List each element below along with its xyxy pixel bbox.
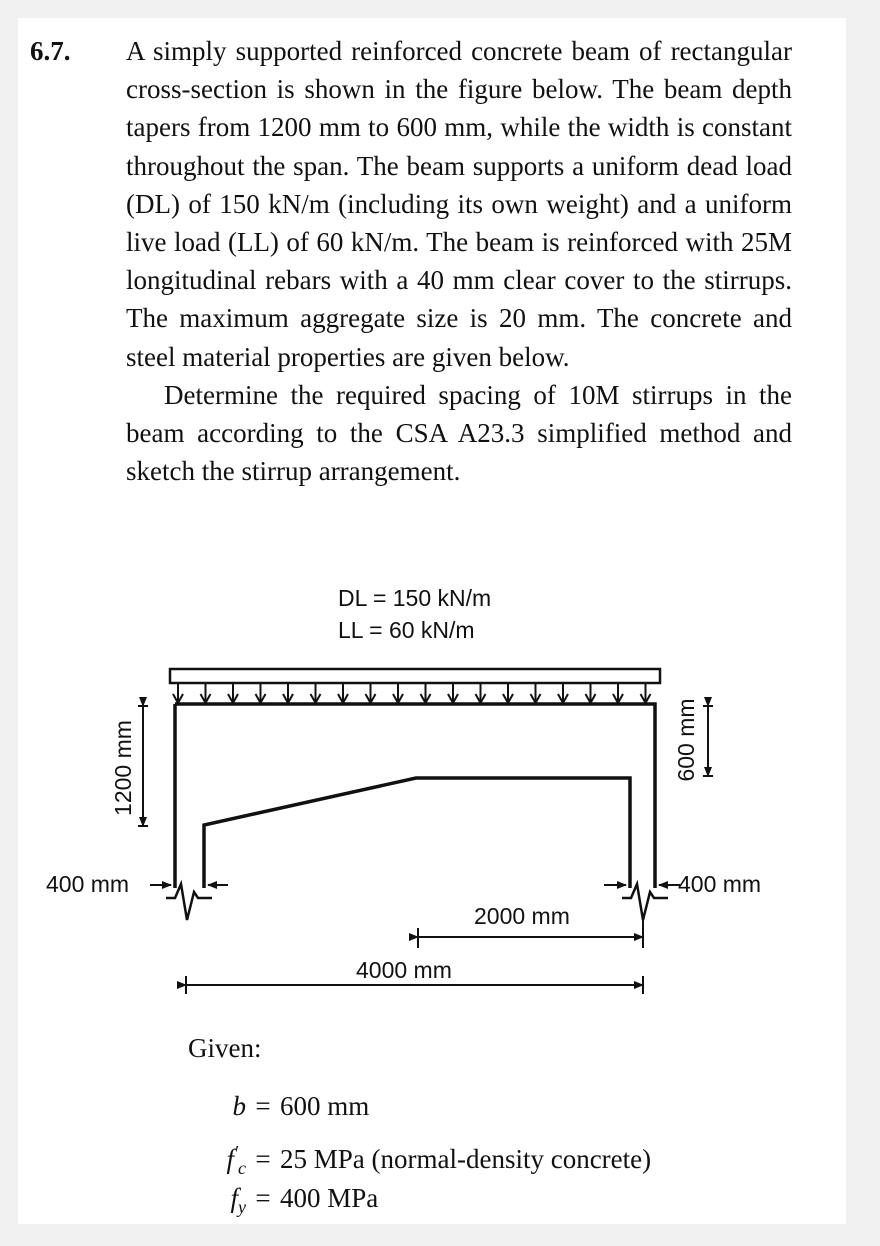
load-arrow (476, 684, 486, 703)
given-fc: $f'_c = 25$ MPa (normal-density concrete) (226, 1142, 652, 1178)
left-depth-label: 1200 mm (110, 720, 136, 816)
right-depth-label: 600 mm (673, 698, 699, 782)
load-arrow (503, 684, 513, 703)
dead-load-label: DL = 150 kN/m (338, 585, 492, 611)
load-arrow (201, 684, 211, 703)
load-arrow (173, 684, 183, 703)
left-support-label: 400 mm (46, 871, 130, 897)
break-symbol-left (166, 884, 212, 920)
taper-length-label: 2000 mm (474, 903, 570, 929)
load-arrow (228, 684, 238, 703)
equals-sign: = (255, 1183, 271, 1213)
beam-figure (18, 18, 846, 1018)
fc-value: 25 MPa (normal-density concrete) (280, 1144, 652, 1174)
load-arrow (448, 684, 458, 703)
load-arrow (558, 684, 568, 703)
problem-number: 6.7. (30, 36, 71, 66)
load-arrow (613, 684, 623, 703)
page (18, 18, 846, 1224)
load-arrow (338, 684, 348, 703)
load-arrow (283, 684, 293, 703)
problem-paragraph-2: Determine the required spacing of 10M stirrups in the beam according to the CSA A23.3 simplified method and sketch the stirrup arrangement. (126, 379, 792, 487)
right-support-label: 400 mm (678, 871, 762, 897)
load-arrow (586, 684, 596, 703)
given-title: Given: (188, 1033, 262, 1063)
load-arrow (393, 684, 403, 703)
load-arrow (311, 684, 321, 703)
fc-subscript: c (238, 1158, 246, 1178)
equals-sign: = (255, 1091, 271, 1121)
given-fy (190, 1180, 378, 1225)
load-arrows (173, 684, 651, 703)
b-value: 600 mm (280, 1091, 370, 1121)
fy-subscript: y (238, 1197, 246, 1217)
distributed-load (170, 669, 660, 703)
problem-paragraph-1: A simply supported reinforced concrete beam of rectangular cross-section is shown in the figure below. The beam depth tapers from 1200 mm to 600 mm, while the width is constant throughout the span. The beam supports a uniform dead load (DL) of 150 kN/m (including its own weight) and a uniform live load (LL) of 60 kN/m. The beam is reinforced with 25M longitudinal rebars with a 40 mm clear cover to the stirrups. The maximum aggregate size is 20 mm. The concrete and steel material properties are given below. (126, 36, 792, 372)
beam-outline (175, 704, 655, 888)
break-symbol-right (622, 884, 668, 920)
live-load-label: LL = 60 kN/m (338, 617, 475, 643)
load-arrow (421, 684, 431, 703)
equals-sign: = (255, 1144, 271, 1174)
load-arrow (366, 684, 376, 703)
fy-symbol: f (230, 1183, 238, 1213)
fy-value: 400 MPa (280, 1183, 379, 1213)
fc-symbol: f (226, 1144, 235, 1174)
span-length-label: 4000 mm (356, 957, 452, 983)
left-depth-dimension (138, 706, 148, 826)
load-arrow (256, 684, 266, 703)
load-arrow (641, 684, 651, 703)
b-symbol: b (232, 1091, 246, 1121)
load-arrow (531, 684, 541, 703)
right-depth-dimension (703, 706, 713, 776)
given-b (190, 1088, 369, 1124)
